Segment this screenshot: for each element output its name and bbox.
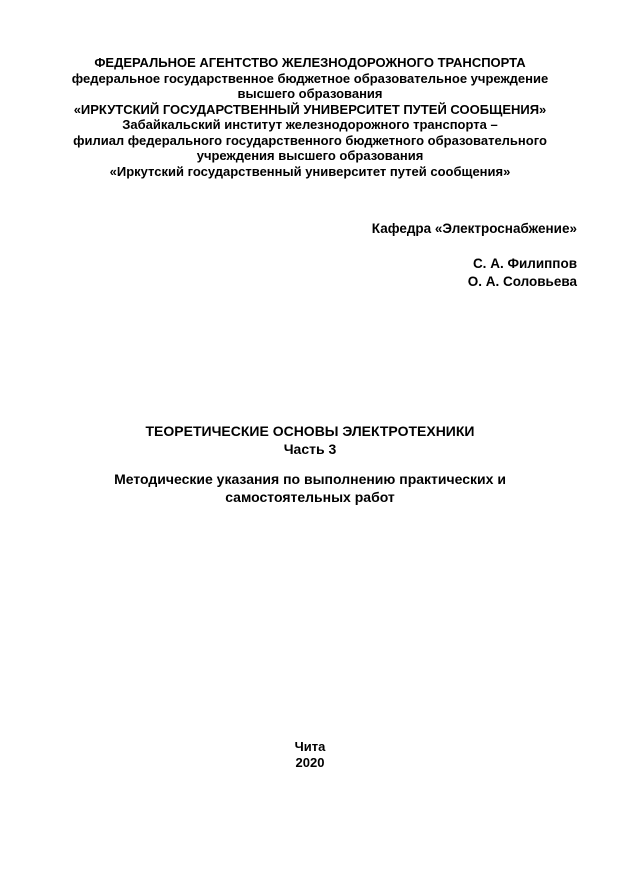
institution-header-line: «ИРКУТСКИЙ ГОСУДАРСТВЕННЫЙ УНИВЕРСИТЕТ ПУТЕЙ СООБЩЕНИЯ» bbox=[73, 101, 547, 117]
authors bbox=[43, 255, 577, 291]
institution-header bbox=[43, 55, 577, 179]
imprint-year: 2020 bbox=[295, 754, 325, 770]
document-title-line: ТЕОРЕТИЧЕСКИЕ ОСНОВЫ ЭЛЕКТРОТЕХНИКИ bbox=[145, 423, 475, 439]
document-title-part: Часть 3 bbox=[283, 441, 337, 457]
document-title bbox=[43, 422, 577, 458]
author-name: О. А. Соловьева bbox=[467, 274, 577, 289]
institution-header-line: учреждения высшего образования bbox=[196, 148, 424, 163]
institution-header-line: высшего образования bbox=[237, 86, 383, 101]
institution-header-line: Забайкальский институт железнодорожного транспорта – bbox=[122, 117, 498, 132]
imprint-city: Чита bbox=[294, 739, 326, 754]
author-name: С. А. Филиппов bbox=[472, 256, 577, 271]
institution-header-line: ФЕДЕРАЛЬНОЕ АГЕНТСТВО ЖЕЛЕЗНОДОРОЖНОГО ТРАНСПОРТА bbox=[94, 55, 526, 70]
document-subtitle: Методические указания по выполнению практических и самостоятельных работ bbox=[114, 471, 506, 505]
imprint bbox=[43, 739, 577, 770]
institution-header-line: филиал федерального государственного бюджетного образовательного bbox=[73, 132, 547, 148]
institution-header-line: «Иркутский государственный университет путей сообщения» bbox=[109, 163, 511, 179]
department-label: Кафедра «Электроснабжение» bbox=[371, 221, 577, 236]
institution-header-line: федеральное государственное бюджетное образовательное учреждение bbox=[71, 70, 549, 86]
